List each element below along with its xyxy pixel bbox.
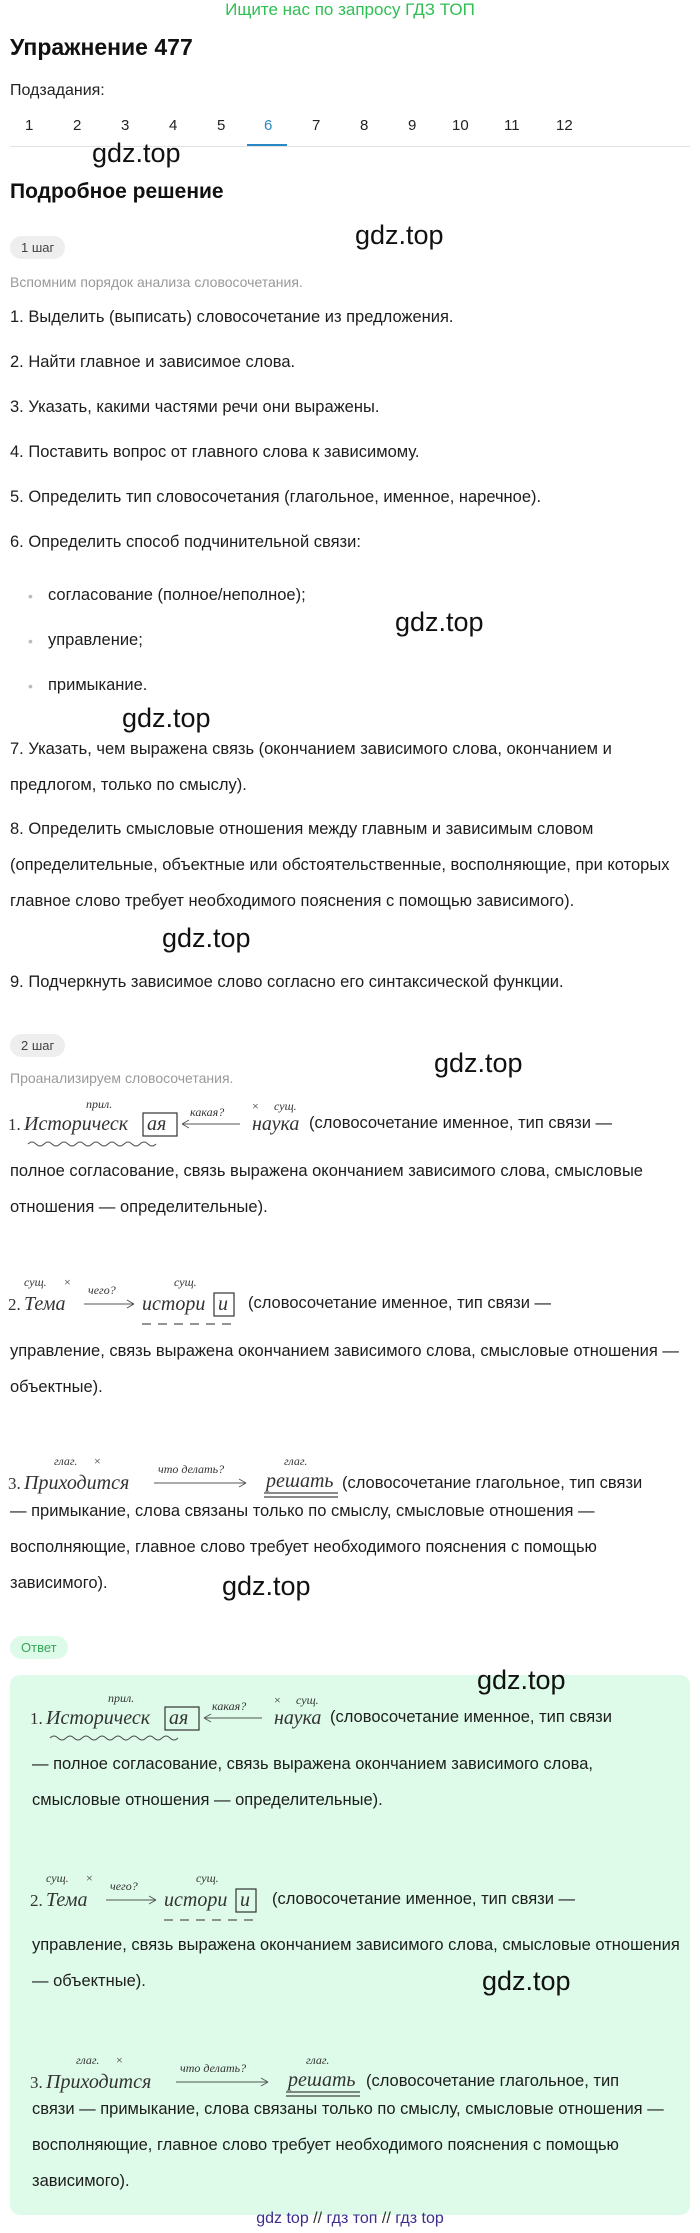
pos-label-dependent: глаг. <box>306 2053 330 2067</box>
dependent-word-ending: и <box>240 1889 250 1911</box>
main-word-mark: × <box>252 1099 259 1113</box>
dependent-word-ending: ая <box>169 1707 189 1729</box>
subtask-tab-4[interactable]: 4 <box>169 117 178 134</box>
scheme-number: 1. <box>30 1709 43 1728</box>
subtask-tab-1[interactable]: 1 <box>25 117 34 134</box>
answer-text-3: связи — примыкание, слова связаны только по смыслу, смысловые отношения — восполняющие, главное слово требует необходимого пояснения с помощью зависимого). <box>32 2100 664 2190</box>
step-intro: Вспомним порядок анализа словосочетания. <box>10 274 303 290</box>
main-word: наука <box>274 1707 322 1729</box>
dependent-word-stem: Историческ <box>24 1113 129 1135</box>
dependent-word: решать <box>266 1470 334 1492</box>
subtask-tab-6[interactable]: 6 <box>264 117 273 134</box>
question-label: что делать? <box>180 2061 247 2075</box>
list-item: 7. Указать, чем выражена связь (окончанием зависимого слова, окончанием и предлогом, только по смыслу). <box>10 740 612 794</box>
list-item: 8. Определить смысловые отношения между главным и зависимым словом (определительные, объектные или обстоятельственные, восполняющие, при которых главное слово требует необходимого пояснения с помощью зависимого). <box>10 820 670 910</box>
subtask-tab-9[interactable]: 9 <box>408 117 417 134</box>
main-word: Тема <box>46 1889 88 1911</box>
bottom-link[interactable]: гдз top <box>395 2210 444 2227</box>
step-badge: 2 шаг <box>10 1034 65 1057</box>
dependent-word: решать <box>288 2069 356 2091</box>
answer-text-2: (словосочетание именное, тип связи — <box>272 1890 576 1908</box>
subtask-tab-3[interactable]: 3 <box>121 117 130 134</box>
answer-badge: Ответ <box>10 1636 68 1659</box>
analysis-text-3: — примыкание, слова связаны только по смыслу, смысловые отношения — восполняющие, главное слово требует необходимого пояснения с помощью зависимого). <box>10 1502 597 1592</box>
bullet-item: согласование (полное/неполное); <box>48 586 306 604</box>
subtasks-label: Подзадания: <box>10 82 105 99</box>
dependent-word-stem: истори <box>164 1889 228 1911</box>
scheme-number: 1. <box>8 1115 21 1134</box>
pos-label-dependent: прил. <box>108 1691 135 1705</box>
subtask-tab-10[interactable]: 10 <box>452 117 469 134</box>
watermark: gdz.top <box>434 1048 523 1078</box>
watermark: gdz.top <box>92 138 181 168</box>
pos-label-main: глаг. <box>76 2053 100 2067</box>
question-label: чего? <box>110 1879 138 1893</box>
main-word: наука <box>252 1113 300 1135</box>
pos-label-main: сущ. <box>274 1099 297 1113</box>
page-title: Упражнение 477 <box>10 34 193 60</box>
step-badge: 1 шаг <box>10 236 65 259</box>
bottom-links <box>0 2210 700 2228</box>
pos-label-dependent: сущ. <box>174 1275 197 1289</box>
link-separator: // <box>381 2210 391 2227</box>
answer-text-1: — полное согласование, связь выражена окончанием зависимого слова, смысловые отношения — определительные). <box>32 1755 593 1809</box>
phrase-scheme-1 <box>8 1094 308 1154</box>
main-word-mark: × <box>274 1693 281 1707</box>
analysis-text-1: (словосочетание именное, тип связи — <box>309 1114 613 1132</box>
list-item: 3. Указать, какими частями речи они выражены. <box>10 398 380 416</box>
step-intro: Проанализируем словосочетания. <box>10 1070 234 1086</box>
pos-label-main: сущ. <box>24 1275 47 1289</box>
phrase-scheme-2 <box>8 1270 248 1336</box>
subtask-tab-8[interactable]: 8 <box>360 117 369 134</box>
bottom-link[interactable]: gdz top <box>256 2210 309 2227</box>
main-word-mark: × <box>64 1275 71 1289</box>
pos-label-dependent: сущ. <box>196 1871 219 1885</box>
answer-scheme-1 <box>30 1688 330 1748</box>
analysis-text-2: (словосочетание именное, тип связи — <box>248 1294 552 1312</box>
answer-text-2: управление, связь выражена окончанием зависимого слова, смысловые отношения — объектные). <box>32 1936 680 1990</box>
watermark: gdz.top <box>355 220 444 250</box>
watermark: gdz.top <box>222 1571 311 1601</box>
analysis-text-3: (словосочетание глагольное, тип связи <box>342 1474 643 1492</box>
list-item: 1. Выделить (выписать) словосочетание из предложения. <box>10 308 454 326</box>
main-word: Приходится <box>24 1472 130 1494</box>
bullet-item: примыкание. <box>48 676 148 694</box>
subtask-tab-7[interactable]: 7 <box>312 117 321 134</box>
dependent-word-stem: Историческ <box>46 1707 151 1729</box>
question-label: какая? <box>190 1105 225 1119</box>
watermark: gdz.top <box>395 607 484 637</box>
analysis-text-1: полное согласование, связь выражена окончанием зависимого слова, смысловые отношения — определительные). <box>10 1162 643 1216</box>
pos-label-dependent: глаг. <box>284 1454 308 1468</box>
list-item: 9. Подчеркнуть зависимое слово согласно его синтаксической функции. <box>10 973 564 991</box>
pos-label-dependent: прил. <box>86 1097 113 1111</box>
subtask-tab-11[interactable]: 11 <box>504 117 520 134</box>
main-word: Тема <box>24 1293 66 1315</box>
list-item: 5. Определить тип словосочетания (глагольное, именное, наречное). <box>10 488 542 506</box>
question-label: какая? <box>212 1699 247 1713</box>
bullet-item: управление; <box>48 631 143 649</box>
answer-scheme-2 <box>30 1866 270 1932</box>
pos-label-main: глаг. <box>54 1454 78 1468</box>
bottom-link[interactable]: гдз топ <box>326 2210 378 2227</box>
subtask-tab-5[interactable]: 5 <box>217 117 226 134</box>
list-item: 6. Определить способ подчинительной связи: <box>10 533 361 551</box>
question-label: чего? <box>88 1283 116 1297</box>
bullet-dot: • <box>28 678 33 694</box>
answer-text-1: (словосочетание именное, тип связи <box>330 1708 612 1726</box>
watermark: gdz.top <box>162 923 251 953</box>
list-item: 4. Поставить вопрос от главного слова к зависимому. <box>10 443 420 461</box>
watermark: gdz.top <box>477 1665 566 1695</box>
subtask-tab-2[interactable]: 2 <box>73 117 82 134</box>
main-word-mark: × <box>86 1871 93 1885</box>
bullet-dot: • <box>28 588 33 604</box>
wavy-underline <box>28 1142 156 1146</box>
answer-text-3: (словосочетание глагольное, тип <box>366 2072 620 2090</box>
question-label: что делать? <box>158 1462 225 1476</box>
top-search-link[interactable]: Ищите нас по запросу ГДЗ ТОП <box>225 0 475 19</box>
link-separator: // <box>313 2210 323 2227</box>
dependent-word-ending: и <box>218 1293 228 1315</box>
dependent-word-stem: истори <box>142 1293 206 1315</box>
main-word: Приходится <box>46 2071 152 2093</box>
subtask-tab-12[interactable]: 12 <box>556 117 573 134</box>
scheme-number: 3. <box>8 1474 21 1493</box>
dependent-word-ending: ая <box>147 1113 167 1135</box>
active-tab-indicator <box>247 144 287 146</box>
scheme-number: 2. <box>8 1295 21 1314</box>
scheme-number: 2. <box>30 1891 43 1910</box>
list-item: 2. Найти главное и зависимое слова. <box>10 353 296 371</box>
main-word-mark: × <box>94 1454 101 1468</box>
bullet-dot: • <box>28 633 33 649</box>
analysis-text-2: управление, связь выражена окончанием зависимого слова, смысловые отношения — объектные). <box>10 1342 679 1396</box>
solution-heading: Подробное решение <box>10 180 224 203</box>
watermark: gdz.top <box>482 1966 571 1996</box>
watermark: gdz.top <box>122 703 211 733</box>
main-word-mark: × <box>116 2053 123 2067</box>
wavy-underline <box>50 1736 178 1740</box>
scheme-number: 3. <box>30 2073 43 2092</box>
pos-label-main: сущ. <box>46 1871 69 1885</box>
pos-label-main: сущ. <box>296 1693 319 1707</box>
